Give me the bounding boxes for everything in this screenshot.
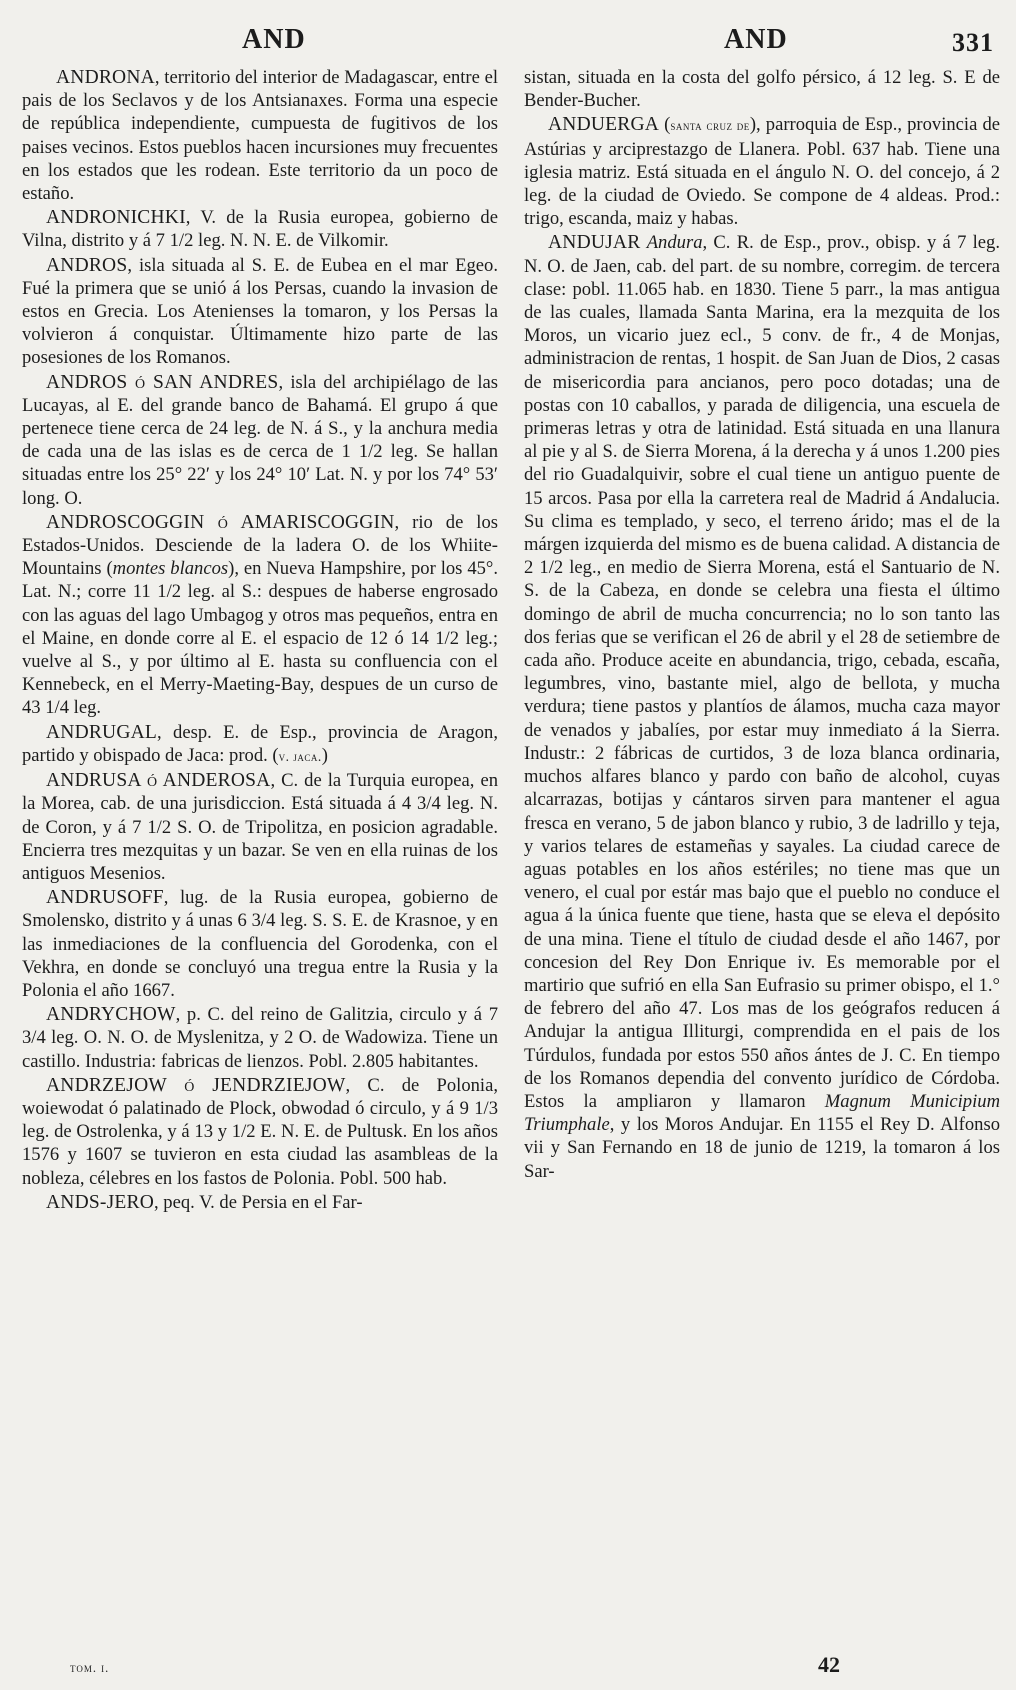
entry-continuation (524, 66, 1000, 112)
entry-andronichki (22, 206, 498, 252)
entry-text: , rio de los Estados-Unidos. Desciende de la ladera O. de los Whiite-Mountains ( (22, 511, 499, 580)
entry-italic: Andura (646, 232, 703, 254)
entry-text: , C. R. de Esp., prov., obisp. y á 7 leg. N. O. de Jaen, cab. del part. de su nombre, corregim. de tercera clase: pobl. 11.065 hab. en 1830. Tiene 5 parr., la mas antigua de las cuales, llamada Santa Marina, era la mezquita de los Moros, un vicario juez ecl., 5 conv. de fr., 4 de Monjas, administracion de rentas, 1 hospit. de San Juan de Dios, 2 casas de misericordia para ancianos, pero poco dotadas; una de postas con 10 caballos, y parada de diligencia, una escuela de primeras letras y otra de latinidad. Está situada en una llanura al pie y al S. de Sierra Morena, á la derecha y á unos 1.200 pies del rio Guadalquivir, sobre el cual tiene un antiguo puente de 15 arcos. Pasa por ella la carretera real de Madrid á Andalucia. Su clima es templado, y seco, el terreno árido; mas el de la márgen izquierda del mismo es de buena calidad. A distancia de 2 1/2 leg., en medio de Sierra Morena, está el Santuario de N. S. de la Cabeza, en donde se celebra una fiesta el último domingo de abril de mucha concurrencia; no lo son tanto las dos ferias que se verifican el 26 de abril y el 28 de setiembre de cada año. Produce aceite en abundancia, trigo, cebada, escaña, legumbres, vino, bastante miel, algo de bellota, y mucha verdura; tiene pastos y plantíos de álamos, mucha caza mayor de venados y jabalíes, por estar muy inmediato á la Sierra. Industr.: 2 fábricas de curtidos, 3 de loza blanca ordinaria, muchos alfares blanco y pardo con baño de alcohol, cuyas alcarrazas, botijas y cántaros sirven para mantener el agua fresca en verano, 5 de jabon blanco y rubio, 3 de ladrillo y teja, y varios telares de estameñas y sayales. La ciudad carece de aguas potables en los años estériles; no tiene mas que un venero, el cual por estár mas bajo que el pueblo no conduce el agua á la única fuente que tiene, hasta que se eleva el depósito de una mina. Tiene el título de ciudad desde el año 1467, por concesion del Rey Don Enrique iv. Es memorable por el martirio que sufrió en ella San Eufrasio su primer obispo, el 1.° de febrero del año 47. Los mas de los geógrafos reducen á Andujar la antigua Illiturgi, comprendida en el pais de los Túrdulos, fundada por estos 550 años ántes de J. C. En tiempo de los Romanos dependia del convento jurídico de Córdoba. Estos la ampliaron y llamaron (524, 232, 1000, 1112)
left-column (22, 66, 498, 1215)
entry-text: ( (659, 114, 671, 136)
entry-androna (22, 66, 498, 205)
headword: ANDUERGA (548, 114, 660, 136)
entry-text: , isla situada al S. E. de Eubea en el mar Egeo. Fué la primera que se unió á los Persas, cuando la invasion de estos en Grecia. Los Atenienses la tomaron, y los Persas la volvieron á conquistar. Últimamente hizo parte de las posesiones de los Romanos. (22, 254, 498, 369)
cross-reference: v. jaca. (278, 748, 322, 764)
text-columns (22, 66, 1000, 1215)
entry-text: , p. C. del reino de Galitzia, circulo y á 7 3/4 leg. O. N. O. de Myslenitza, y 2 O. de Wadowiza. Tiene un castillo. Industria: fabricas de lienzos. Pobl. 2.805 habitantes. (22, 1004, 498, 1072)
volume-mark: tom. i. (70, 1661, 110, 1675)
entry-text: , C. de la Turquia europea, en la Morea, cab. de una jurisdiccion. Está situada á 4 3/4 leg. N. de Coron, y á 7 1/2 S. O. de Tripolitza, en posicion agradable. Encierra tres mezquitas y un bazar. Se ven en ella ruinas de los antiguos Mesenios. (22, 770, 499, 884)
entry-anduerga (524, 113, 1000, 230)
entry-andrugal (22, 721, 498, 768)
headword: ANDROS ó SAN ANDRES (46, 371, 279, 393)
headword: ANDUJAR (548, 232, 641, 254)
entry-text: ) (321, 744, 328, 766)
entry-text: , lug. de la Rusia europea, gobierno de Smolensko, distrito y á unas 6 3/4 leg. S. S. E. de Krasnoe, y en las inmediaciones de la confluencia del Gorodenka, con el Vekhra, en donde se concluyó una tregua entre la Rusia y la Polonia el año 1667. (22, 887, 498, 1001)
headword: ANDROSCOGGIN ó AMARISCOGGIN (46, 511, 395, 533)
entry-text: , isla del archipiélago de las Lucayas, al E. del grande banco de Bahamá. El grupo á que pertenece tiene cerca de 24 leg. de N. á S., y la anchura media de cada una de las islas es de cerca de 1 1/2 leg. Se hallan situadas entre los 25° 22′ y los 24° 10′ Lat. N. y por los 74° 53′ long. O. (22, 371, 498, 509)
signature-mark: 42 (818, 1652, 840, 1677)
headword: ANDRONA (56, 67, 155, 88)
entry-italic: montes blancos (112, 558, 229, 580)
headword: ANDRUSA ó ANDEROSA (46, 770, 271, 792)
cross-reference: santa cruz de (670, 118, 750, 134)
entry-androscoggin (22, 511, 498, 720)
entry-text: ), parroquia de Esp., provincia de Astúrias y arciprestazgo de Llanera. Pobl. 637 hab. Tiene una iglesia matriz. Está situada en el ángulo N. O. del concejo, á 2 leg. de la ciudad de Oviedo. Se compone de 4 aldeas. Prod.: trigo, escanda, maiz y habas. (524, 114, 1000, 230)
running-head-left: AND (242, 24, 306, 55)
entry-text: sistan, situada en la costa del golfo pérsico, á 12 leg. S. E de Bender-Bucher. (524, 67, 1000, 112)
headword: ANDRZEJOW ó JENDRZIEJOW (46, 1074, 346, 1096)
entry-italic: Magnum Municipium Triumphale (524, 1090, 1000, 1136)
entry-text: , desp. E. de Esp., provincia de Aragon, partido y obispado de Jaca: prod. ( (22, 721, 498, 766)
headword: ANDS-JERO (46, 1191, 154, 1213)
entry-ands-jero (22, 1191, 498, 1214)
entry-text: , territorio del interior de Madagascar, entre el pais de los Seclavos y de los Antsianaxes. Forma una especie de república independiente, cumpuesta de fugitivos de los paises vecinos. Estos pueblos hacen incursiones muy frecuentes en los estados que les rodean. Este territorio da un poco de estaño. (22, 67, 498, 205)
headword: ANDRUSOFF (46, 887, 164, 909)
running-head-right: AND (724, 24, 788, 55)
page-number: 331 (952, 28, 994, 57)
entry-andros (22, 254, 498, 370)
headword: ANDRONICHKI (46, 207, 186, 229)
right-column (524, 66, 1000, 1215)
entry-andrychow (22, 1003, 498, 1073)
entry-andrusoff (22, 886, 498, 1002)
entry-andujar (524, 231, 1000, 1182)
entry-andrzejow (22, 1074, 498, 1190)
entry-text: , peq. V. de Persia en el Far- (153, 1191, 363, 1213)
entry-text: , V. de la Rusia europea, gobierno de Vilna, distrito y á 7 1/2 leg. N. N. E. de Vilkomir. (22, 207, 498, 252)
entry-text: ), en Nueva Hampshire, por los 45°. Lat. N.; corre 11 1/2 leg. al S.: despues de haberse engrosado con las aguas del lago Umbagog y otros mas pequeños, entra en el Maine, en donde corre al E. el espacio de 12 ó 14 1/2 leg.; vuelve al S., y por último al E. hasta su confluencia con el Kennebeck, en el Merry-Maeting-Bay, despues de un curso de 43 1/4 leg. (22, 558, 499, 719)
headword: ANDRUGAL (46, 721, 158, 743)
entry-text: , y los Moros Andujar. En 1155 el Rey D. Alfonso vii y San Fernando en 18 de junio de 1219, la tomaron á los Sar- (524, 1114, 1000, 1182)
running-head (22, 20, 1000, 60)
headword: ANDRYCHOW (46, 1004, 176, 1026)
entry-text: , C. de Polonia, woiewodat ó palatinado de Plock, obwodad ó circulo, y á 9 1/3 leg. de Ostrolenka, y á 13 y 1/2 E. N. E. de Pultusk. En los años 1576 y 1607 se tuvieron en esta ciudad las asambleas de la nobleza, célebres en los fastos de Polonia. Pobl. 500 hab. (22, 1074, 498, 1189)
entry-andrusa (22, 769, 498, 885)
headword: ANDROS (46, 254, 128, 276)
entry-andros-san-andres (22, 371, 498, 510)
